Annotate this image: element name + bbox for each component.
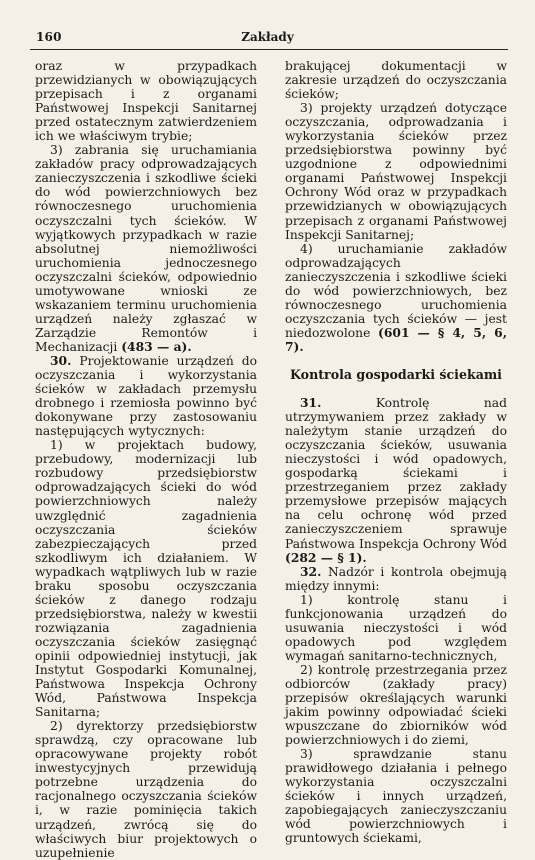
paragraph-31 — [285, 396, 507, 565]
paragraph-number: 31. — [300, 395, 322, 411]
paragraph-item-3 — [35, 143, 257, 354]
paragraph-item-2: 2) dyrektorzy przedsiębiorstw sprawdzą, czy opracowane lub opracowywane projekty robót inwestycyjnych przewidują potrzebne urządzenia do racjonalnego oczyszczania ścieków i, w razie pominięcia takich urządzeń, zwrócą się do właściwych biur projektowych o uzupełnienie — [35, 719, 257, 860]
legal-reference: (601 — § 4, 5, 6, 7). — [285, 324, 507, 354]
paragraph-item-3: 3) sprawdzanie stanu prawidłowego działania i pełnego wykorzystania oczyszczalni ścieków i innych urządzeń, zapobiegających zanieczyszczaniu wód powierzchniowych i gruntowych ściekami, — [285, 747, 507, 846]
paragraph-number: 32. — [300, 563, 322, 579]
paragraph-text: Nadzór i kontrola obejmują między innymi: — [285, 564, 507, 593]
section-heading: Kontrola gospodarki ściekami — [290, 366, 502, 382]
page-number: 160 — [36, 30, 62, 44]
paragraph-continuation: oraz w przypadkach przewidzianych w obowiązujących przepisach i z organami Państwowej Inspekcji Sanitarnej przed ostatecznym zatwierdzeniem ich we właściwym trybie; — [35, 59, 257, 144]
legal-reference: (282 — § 1). — [285, 549, 367, 565]
right-column — [285, 59, 507, 846]
paragraph-30 — [35, 354, 257, 438]
paragraph-number: 30. — [50, 352, 72, 368]
header-rule — [30, 49, 508, 50]
paragraph-item-4 — [285, 242, 507, 354]
paragraph-item-3: 3) projekty urządzeń dotyczące oczyszczania, odprowadzania i wykorzystania ścieków przez przedsiębiorstwa powinny być uzgodnione z odpowiednimi organami Państwowej Inspekcji Ochrony Wód oraz w przypadkach przewidzianych w obowiązujących przepisach z organami Państwowej Inspekcji Sanitarnej; — [285, 101, 507, 242]
paragraph-text: Projektowanie urządzeń do oczyszczania i wykorzystania ścieków w zakładach przemysłu drobnego i rzemiosła powinno być dokonywane przy zastosowaniu następujących wytycznych: — [35, 353, 257, 439]
paragraph-32 — [285, 565, 507, 593]
page-header — [0, 0, 535, 50]
paragraph-continuation: brakującej dokumentacji w zakresie urządzeń do oczyszczania ścieków; — [285, 59, 507, 102]
paragraph-text: 3) zabrania się uruchamiania zakładów pracy odprowadzających zanieczyszczenia i szkodliwe ścieki do wód powierzchniowych bez równoczesnego uruchomienia oczyszczalni tych ścieków. W wyjątkowych przypadkach w razie absolutnej niemożliwości uruchomienia jednoczesnego oczyszczalni ścieków, odpowiednio umotywowane wnioski ze wskazaniem terminu uruchomienia urządzeń należy zgłaszać w Zarządzie Remontów i Mechanizacji — [35, 143, 257, 354]
left-column — [35, 59, 257, 860]
paragraph-item-1: 1) w projektach budowy, przebudowy, modernizacji lub rozbudowy przedsiębiorstw odprowadzających ścieki do wód powierzchniowych należy uwzględnić zagadnienia oczyszczania ścieków zabezpieczających przed szkodliwym ich działaniem. W wypadkach wątpliwych lub w razie braku sposobu oczyszczania ścieków z danego rodzaju przedsiębiorstwa, należy w kwestii rozwiązania zagadnienia oczyszczania ścieków zasięgnąć opinii odpowiedniej instytucji, jak Instytut Gospodarki Komunalnej, Państwowa Inspekcja Ochrony Wód, Państwowa Inspekcja Sanitarna; — [35, 438, 257, 720]
paragraph-item-2: 2) kontrolę przestrzegania przez odbiorców (zakłady pracy) przepisów określających warunki jakim powinny odpowiadać ścieki wpuszczane do zbiorników wód powierzchniowych i do ziemi, — [285, 662, 507, 748]
paragraph-item-1: 1) kontrolę stanu i funkcjonowania urządzeń do usuwania nieczystości i wód opadowych pod względem wymagań sanitarno-technicznych, — [285, 592, 507, 663]
legal-reference: (483 — a). — [121, 338, 192, 354]
running-title: Zakłady — [241, 30, 294, 44]
paragraph-text: 4) uruchamianie zakładów odprowadzających zanieczyszczenia i szkodliwe ścieki do wód powierzchniowych, bez równoczesnego uruchomienia oczyszczania tych ścieków — jest niedozwolone — [285, 241, 507, 340]
paragraph-text: Kontrolę nad utrzymywaniem przez zakłady w należytym stanie urządzeń do oczyszczania ścieków, usuwania nieczystości i wód opadowych, gospodarką ściekami i przestrzeganiem przez zakłady przemysłowe przepisów mających na celu ochronę wód przed zanieczyszczeniem sprawuje Państwowa Inspekcja Ochrony Wód — [285, 396, 507, 551]
